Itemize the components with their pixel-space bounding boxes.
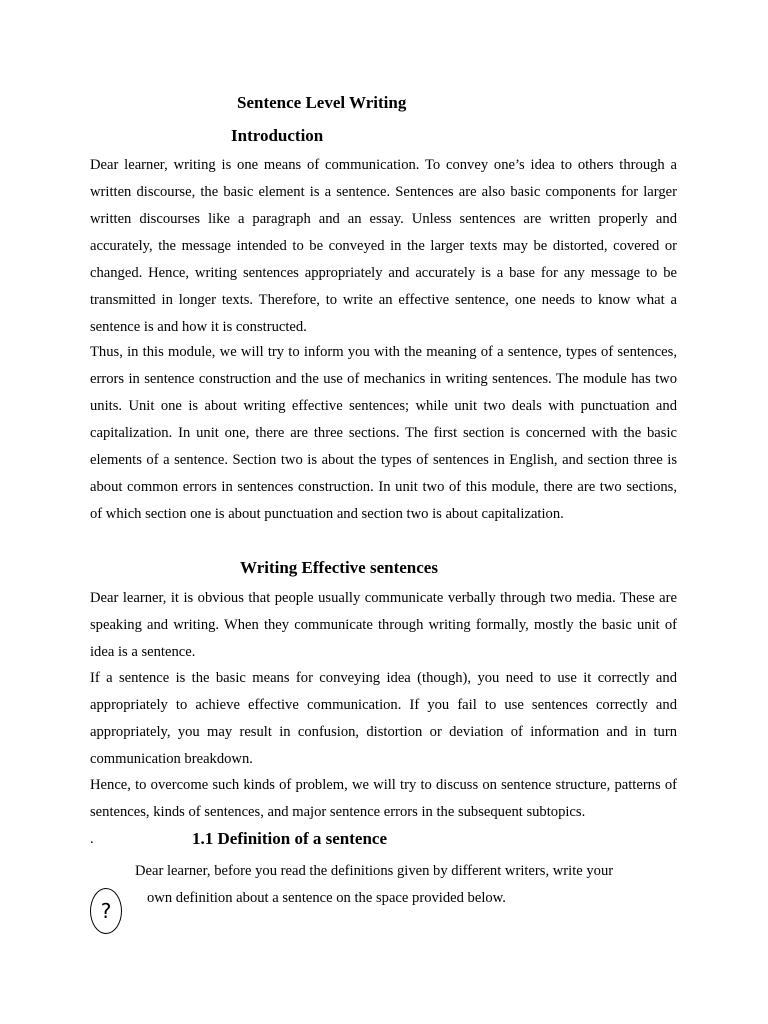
effective-paragraph-1-text: Dear learner, it is obvious that people usually communicate verbally through two media. These are speaking and writing. When they communicate through writing formally, mostly the basic unit of idea is a sentence.	[90, 590, 677, 660]
effective-paragraph-2-text: If a sentence is the basic means for conveying idea (though), you need to use it correctly and appropriately to achieve effective communication. If you fail to use sentences correctly and appropriately, you may result in confusion, distortion or deviation of information and in turn communication breakdown.	[90, 670, 677, 767]
definition-section-heading: 1.1 Definition of a sentence	[192, 829, 388, 848]
intro-paragraph-1	[90, 152, 677, 341]
effective-paragraph-3-text: Hence, to overcome such kinds of problem, we will try to discuss on sentence structure, patterns of sentences, kinds of sentences, and major sentence errors in the subsequent subtopics.	[90, 777, 677, 820]
intro-paragraph-2-text: Thus, in this module, we will try to inform you with the meaning of a sentence, types of sentences, errors in sentence construction and the use of mechanics in writing sentences. The module has two units. Unit one is about writing effective sentences; while unit two deals with punctuation and capitalization. In unit one, there are three sections. The first section is concerned with the basic elements of a sentence. Section two is about the types of sentences in English, and section three is about common errors in sentences construction. In unit two of this module, there are two sections, of which section one is about punctuation and section two is about capitalization.	[90, 344, 677, 522]
intro-paragraph-1-text: Dear learner, writing is one means of communication. To convey one’s idea to others through a written discourse, the basic element is a sentence. Sentences are also basic components for larger written discourses like a paragraph and an essay. Unless sentences are written properly and accurately, the message intended to be conveyed in the larger texts may be distorted, covered or changed. Hence, writing sentences appropriately and accurately is a base for any message to be transmitted in longer texts. Therefore, to write an effective sentence, one needs to know what a sentence is and how it is constructed.	[90, 157, 677, 335]
introduction-heading: Introduction	[231, 126, 324, 145]
section-marker-dot: .	[90, 831, 94, 847]
effective-paragraph-2	[90, 665, 677, 773]
question-mark-icon	[90, 888, 122, 934]
intro-paragraph-2	[90, 339, 677, 528]
writing-effective-sentences-heading: Writing Effective sentences	[240, 558, 438, 577]
effective-paragraph-1	[90, 585, 677, 666]
question-mark-symbol: ?	[100, 899, 112, 923]
effective-paragraph-3	[90, 772, 677, 826]
definition-instruction-line-2: own definition about a sentence on the space provided below.	[147, 890, 506, 906]
definition-instruction-line-1: Dear learner, before you read the definitions given by different writers, write your	[135, 863, 614, 879]
document-title: Sentence Level Writing	[237, 93, 407, 112]
